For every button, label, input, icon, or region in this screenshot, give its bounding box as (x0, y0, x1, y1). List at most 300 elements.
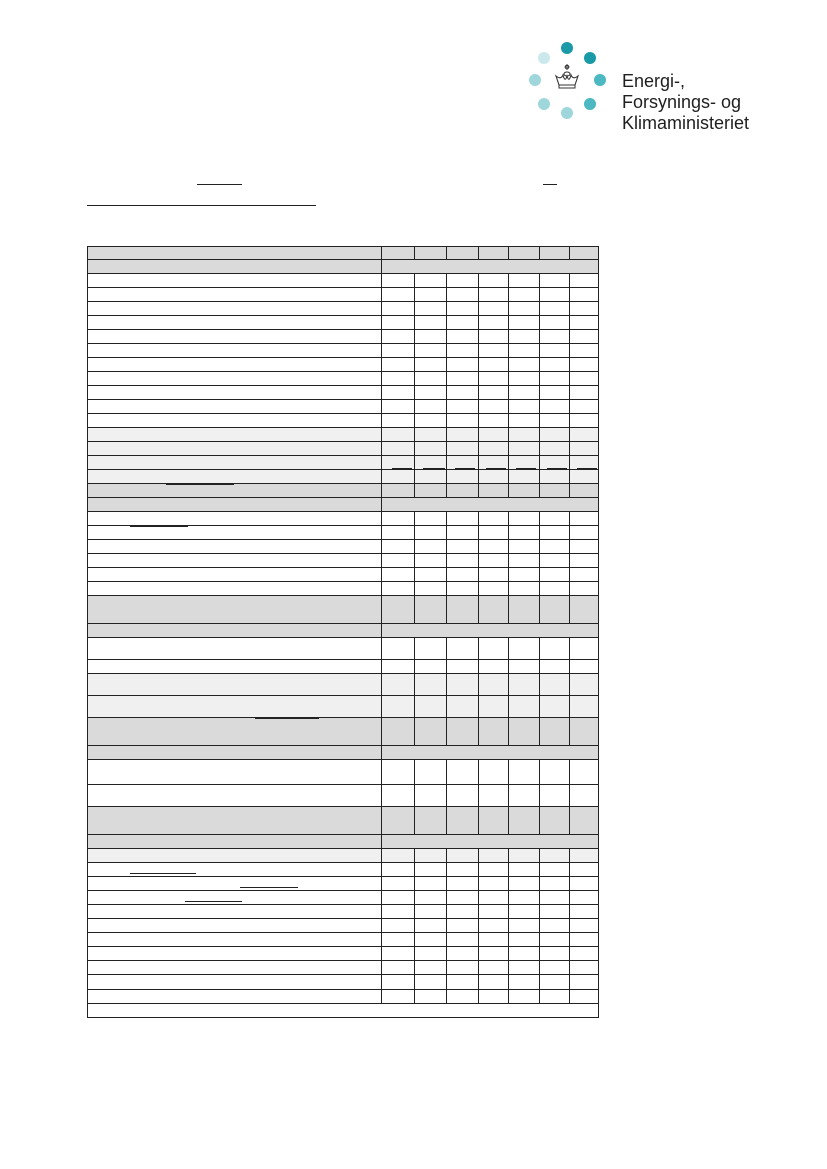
table-cell (446, 470, 479, 483)
table-cell (478, 540, 509, 553)
table-row (88, 372, 598, 386)
table-cell (381, 288, 415, 301)
table-cell (414, 330, 447, 343)
table-cell (381, 386, 415, 399)
table-cell (381, 863, 415, 876)
table-cell (446, 526, 479, 539)
table-cell (508, 344, 540, 357)
table-cell (478, 470, 509, 483)
table-cell (478, 386, 509, 399)
table-cell (508, 512, 540, 525)
table-cell (446, 568, 479, 581)
table-cell (508, 696, 540, 717)
table-cell (414, 975, 447, 989)
table-cell (414, 582, 447, 595)
table-cell (478, 674, 509, 695)
table-section-row (88, 498, 598, 512)
table-cell (478, 638, 509, 659)
table-cell (381, 428, 415, 441)
table-cell (478, 442, 509, 455)
label-underline (255, 718, 319, 719)
table-cell (446, 358, 479, 371)
underline-stub (197, 184, 242, 185)
table-cell (539, 358, 570, 371)
table-cell (539, 947, 570, 960)
table-cell (414, 947, 447, 960)
table-cell (446, 877, 479, 890)
logo-dot (584, 98, 596, 110)
table-cell (478, 414, 509, 427)
table-cell (446, 975, 479, 989)
table-row (88, 947, 598, 961)
table-header-row (88, 247, 598, 260)
ministry-name (622, 71, 749, 134)
table-section-row (88, 835, 598, 849)
table-cell (381, 905, 415, 918)
logo-dot (584, 52, 596, 64)
table-section-row (88, 260, 598, 274)
table-cell (414, 596, 447, 623)
table-cell (478, 961, 509, 974)
table-row (88, 316, 598, 330)
table-cell (478, 512, 509, 525)
table-cell (539, 316, 570, 329)
table-cell (381, 582, 415, 595)
table-cell (381, 760, 415, 784)
table-row (88, 674, 598, 696)
label-underline (180, 469, 245, 470)
value-underline (577, 468, 597, 469)
label-underline (185, 901, 242, 902)
table-row (88, 442, 598, 456)
table-cell (539, 428, 570, 441)
table-cell (569, 554, 600, 567)
table-cell (508, 540, 540, 553)
table-cell (508, 302, 540, 315)
table-cell (508, 428, 540, 441)
table-cell (446, 905, 479, 918)
table-cell (381, 990, 415, 1003)
table-cell (446, 288, 479, 301)
table-cell (478, 526, 509, 539)
data-table (87, 246, 599, 1018)
table-cell (508, 807, 540, 834)
table-row (88, 919, 598, 933)
table-cell (478, 288, 509, 301)
table-cell (539, 568, 570, 581)
value-underline (516, 468, 536, 469)
table-cell (539, 247, 570, 259)
table-cell (569, 470, 600, 483)
table-cell (569, 990, 600, 1003)
table-cell (446, 785, 479, 806)
table-cell (381, 372, 415, 385)
table-row (88, 807, 598, 835)
table-cell (446, 428, 479, 441)
table-cell (414, 990, 447, 1003)
table-cell (478, 905, 509, 918)
table-cell (539, 274, 570, 287)
logo-dot (538, 98, 550, 110)
table-cell (414, 344, 447, 357)
table-cell (381, 316, 415, 329)
table-cell (569, 247, 600, 259)
table-cell (381, 961, 415, 974)
table-cell (446, 660, 479, 673)
table-cell (446, 247, 479, 259)
table-cell (446, 484, 479, 497)
table-cell (446, 330, 479, 343)
table-cell (539, 540, 570, 553)
table-cell-divider (381, 624, 382, 637)
table-cell (414, 512, 447, 525)
label-underline (130, 526, 188, 527)
table-cell (381, 484, 415, 497)
table-cell (508, 372, 540, 385)
table-cell (446, 582, 479, 595)
table-cell (414, 785, 447, 806)
table-cell (478, 863, 509, 876)
table-cell (446, 274, 479, 287)
table-cell (478, 568, 509, 581)
table-cell (414, 718, 447, 745)
table-cell (569, 526, 600, 539)
table-cell (478, 975, 509, 989)
value-underline (392, 468, 412, 469)
table-cell (539, 582, 570, 595)
table-row (88, 554, 598, 568)
table-cell (569, 760, 600, 784)
table-cell (414, 400, 447, 413)
table-cell (446, 807, 479, 834)
crown-icon (552, 63, 582, 93)
table-cell (569, 316, 600, 329)
table-cell (381, 400, 415, 413)
table-cell (508, 554, 540, 567)
table-cell (478, 877, 509, 890)
table-cell (508, 400, 540, 413)
table-cell (508, 919, 540, 932)
table-cell (539, 785, 570, 806)
table-cell (478, 582, 509, 595)
table-cell (508, 470, 540, 483)
table-cell (539, 330, 570, 343)
table-cell (569, 568, 600, 581)
table-cell (381, 674, 415, 695)
table-cell (539, 526, 570, 539)
table-cell (381, 975, 415, 989)
table-cell (539, 975, 570, 989)
table-cell (569, 674, 600, 695)
table-cell (569, 302, 600, 315)
table-cell (414, 358, 447, 371)
table-cell (569, 274, 600, 287)
table-cell (446, 990, 479, 1003)
table-cell (414, 863, 447, 876)
table-cell (478, 554, 509, 567)
table-cell (446, 638, 479, 659)
table-cell (508, 905, 540, 918)
table-cell (478, 785, 509, 806)
table-cell (539, 919, 570, 932)
table-cell (381, 247, 415, 259)
table-cell (569, 330, 600, 343)
table-cell (508, 316, 540, 329)
table-cell (569, 891, 600, 904)
table-cell (446, 849, 479, 862)
table-cell (508, 330, 540, 343)
table-cell (446, 414, 479, 427)
table-cell (381, 596, 415, 623)
table-row (88, 863, 598, 877)
table-cell (414, 288, 447, 301)
table-cell (508, 863, 540, 876)
table-cell (478, 428, 509, 441)
table-cell (414, 414, 447, 427)
table-cell (414, 961, 447, 974)
table-cell (539, 696, 570, 717)
table-cell (539, 961, 570, 974)
ministry-name-line-2: Forsynings- og (622, 92, 742, 112)
table-cell (508, 785, 540, 806)
table-cell (381, 358, 415, 371)
table-cell (414, 905, 447, 918)
table-cell (569, 358, 600, 371)
table-cell (478, 247, 509, 259)
table-cell (446, 696, 479, 717)
table-cell (446, 372, 479, 385)
table-cell (414, 568, 447, 581)
table-cell (539, 638, 570, 659)
table-row (88, 386, 598, 400)
table-cell (478, 933, 509, 946)
table-row (88, 526, 598, 540)
table-cell (539, 344, 570, 357)
table-cell (381, 919, 415, 932)
ministry-name-line-1: Energi-, (622, 71, 686, 91)
table-cell (446, 933, 479, 946)
table-row (88, 718, 598, 746)
table-cell (478, 990, 509, 1003)
table-cell (446, 947, 479, 960)
table-cell (446, 961, 479, 974)
table-cell (569, 961, 600, 974)
table-cell (414, 891, 447, 904)
table-cell (508, 358, 540, 371)
table-cell (478, 718, 509, 745)
table-cell (539, 554, 570, 567)
table-cell (569, 660, 600, 673)
table-cell (446, 344, 479, 357)
table-row (88, 330, 598, 344)
table-cell (381, 785, 415, 806)
table-cell (569, 484, 600, 497)
table-cell (381, 330, 415, 343)
table-cell (539, 660, 570, 673)
table-cell (508, 638, 540, 659)
table-cell (508, 877, 540, 890)
table-cell (478, 919, 509, 932)
table-cell (414, 933, 447, 946)
table-cell (478, 891, 509, 904)
logo-dot (538, 52, 550, 64)
table-row (88, 428, 598, 442)
table-cell (508, 933, 540, 946)
table-cell (446, 512, 479, 525)
logo-dot (561, 107, 573, 119)
table-cell (381, 891, 415, 904)
table-cell (508, 760, 540, 784)
table-cell (569, 718, 600, 745)
table-cell (414, 372, 447, 385)
table-cell (569, 785, 600, 806)
table-cell (539, 414, 570, 427)
table-cell (508, 484, 540, 497)
table-cell (508, 582, 540, 595)
logo-dot (561, 42, 573, 54)
table-cell (381, 442, 415, 455)
table-cell (414, 316, 447, 329)
table-cell (539, 863, 570, 876)
table-cell (478, 947, 509, 960)
table-cell (569, 933, 600, 946)
table-row (88, 582, 598, 596)
table-cell (478, 849, 509, 862)
table-cell (508, 718, 540, 745)
table-cell (414, 760, 447, 784)
table-cell (539, 807, 570, 834)
table-cell (569, 947, 600, 960)
table-cell (446, 302, 479, 315)
table-cell (446, 554, 479, 567)
value-underline (547, 468, 567, 469)
value-underline (486, 468, 506, 469)
table-cell (414, 428, 447, 441)
table-row (88, 302, 598, 316)
table-row (88, 288, 598, 302)
table-cell (414, 674, 447, 695)
table-cell (381, 660, 415, 673)
table-row (88, 400, 598, 414)
value-underline (455, 468, 475, 469)
table-cell (414, 696, 447, 717)
table-row (88, 512, 598, 526)
table-cell (381, 274, 415, 287)
table-cell (478, 400, 509, 413)
table-cell (381, 554, 415, 567)
table-cell (539, 372, 570, 385)
table-cell (539, 674, 570, 695)
table-cell (381, 638, 415, 659)
table-cell (569, 428, 600, 441)
table-cell-divider (381, 260, 382, 273)
table-cell (508, 274, 540, 287)
table-cell (381, 718, 415, 745)
table-cell (508, 288, 540, 301)
table-row (88, 358, 598, 372)
underline-stub (543, 184, 557, 185)
table-row (88, 990, 598, 1004)
table-cell (381, 696, 415, 717)
table-cell (478, 358, 509, 371)
table-cell (508, 674, 540, 695)
table-cell (414, 274, 447, 287)
table-section-row (88, 624, 598, 638)
table-row (88, 933, 598, 947)
table-cell (414, 919, 447, 932)
table-cell (569, 863, 600, 876)
table-cell (478, 274, 509, 287)
table-cell (539, 718, 570, 745)
label-underline (240, 887, 298, 888)
table-cell (508, 990, 540, 1003)
table-row (88, 274, 598, 288)
table-cell (539, 400, 570, 413)
table-row (88, 877, 598, 891)
table-row (88, 891, 598, 905)
table-cell (569, 638, 600, 659)
table-row (88, 785, 598, 807)
table-cell (539, 302, 570, 315)
table-cell (539, 760, 570, 784)
table-cell (508, 442, 540, 455)
table-cell (478, 372, 509, 385)
table-cell (414, 386, 447, 399)
table-cell (446, 863, 479, 876)
table-cell (478, 316, 509, 329)
label-underline (166, 484, 234, 485)
table-cell (569, 975, 600, 989)
table-cell (446, 400, 479, 413)
table-row (88, 696, 598, 718)
logo-dot (529, 74, 541, 86)
table-cell (508, 660, 540, 673)
table-row (88, 568, 598, 582)
table-row (88, 660, 598, 674)
table-cell (508, 386, 540, 399)
table-cell (446, 760, 479, 784)
table-row (88, 975, 598, 990)
table-cell (539, 877, 570, 890)
table-cell (508, 947, 540, 960)
table-cell (414, 638, 447, 659)
table-cell (446, 674, 479, 695)
table-cell (508, 247, 540, 259)
table-cell (381, 512, 415, 525)
table-cell (539, 512, 570, 525)
table-cell (381, 540, 415, 553)
table-cell (446, 891, 479, 904)
table-cell (569, 344, 600, 357)
table-row (88, 961, 598, 975)
label-underline (130, 873, 196, 874)
table-cell (539, 288, 570, 301)
table-row (88, 470, 598, 484)
table-cell (539, 905, 570, 918)
table-cell (414, 442, 447, 455)
table-row (88, 849, 598, 863)
table-row (88, 905, 598, 919)
table-cell-divider (381, 498, 382, 511)
table-cell (414, 302, 447, 315)
value-underline (423, 468, 445, 469)
table-cell (381, 302, 415, 315)
table-cell (446, 919, 479, 932)
table-cell (478, 696, 509, 717)
table-cell (446, 316, 479, 329)
table-cell (569, 414, 600, 427)
table-cell (539, 596, 570, 623)
